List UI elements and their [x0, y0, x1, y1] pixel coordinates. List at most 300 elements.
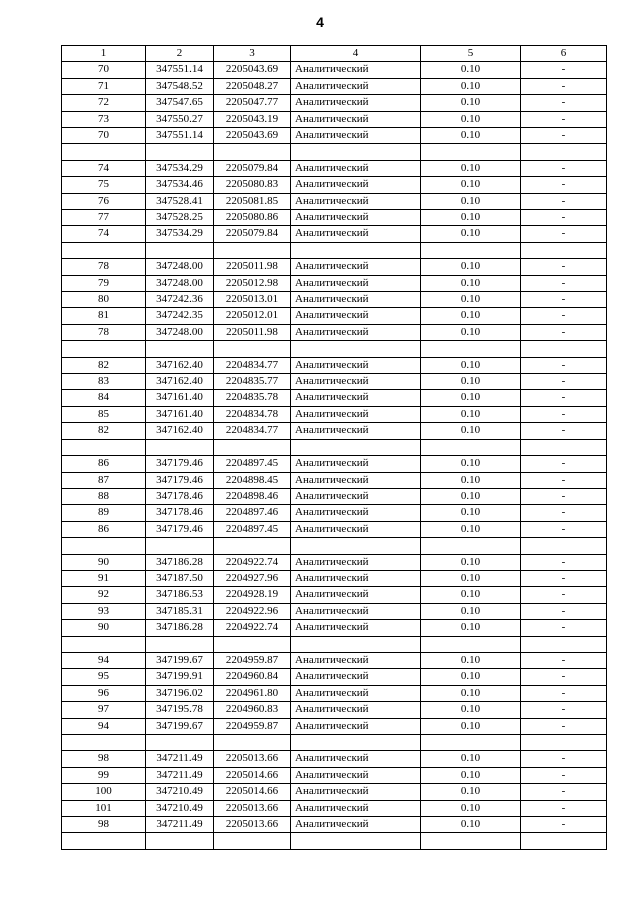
x-coordinate-cell: 347242.36: [146, 292, 214, 308]
note-cell: -: [521, 128, 607, 144]
x-coordinate-cell: 347186.28: [146, 620, 214, 636]
method-cell: Аналитический: [291, 751, 421, 767]
point-number-cell: 98: [62, 816, 146, 832]
point-number-cell: 70: [62, 62, 146, 78]
empty-cell: [291, 538, 421, 554]
note-cell: -: [521, 226, 607, 242]
accuracy-cell: 0.10: [421, 652, 521, 668]
table-row: [62, 406, 607, 422]
point-number-cell: 74: [62, 226, 146, 242]
table-row: [62, 652, 607, 668]
method-cell: Аналитический: [291, 505, 421, 521]
y-coordinate-cell: 2204834.77: [214, 423, 291, 439]
point-number-cell: 70: [62, 128, 146, 144]
header-row: [62, 46, 607, 62]
table-header: [62, 46, 607, 62]
method-cell: Аналитический: [291, 308, 421, 324]
empty-cell: [62, 636, 146, 652]
table-row: [62, 357, 607, 373]
note-cell: -: [521, 603, 607, 619]
empty-cell: [421, 538, 521, 554]
empty-cell: [521, 636, 607, 652]
point-number-cell: 86: [62, 521, 146, 537]
x-coordinate-cell: 347534.29: [146, 226, 214, 242]
note-cell: -: [521, 374, 607, 390]
empty-cell: [214, 833, 291, 849]
empty-cell: [62, 242, 146, 258]
accuracy-cell: 0.10: [421, 423, 521, 439]
table-row: [62, 210, 607, 226]
accuracy-cell: 0.10: [421, 78, 521, 94]
y-coordinate-cell: 2205011.98: [214, 259, 291, 275]
y-coordinate-cell: 2205079.84: [214, 160, 291, 176]
empty-cell: [62, 538, 146, 554]
accuracy-cell: 0.10: [421, 488, 521, 504]
table-body: [62, 62, 607, 849]
empty-cell: [62, 144, 146, 160]
method-cell: Аналитический: [291, 702, 421, 718]
table-row: [62, 374, 607, 390]
table-row: [62, 78, 607, 94]
method-cell: Аналитический: [291, 767, 421, 783]
y-coordinate-cell: 2204959.87: [214, 652, 291, 668]
note-cell: -: [521, 324, 607, 340]
point-number-cell: 85: [62, 406, 146, 422]
table-row: [62, 767, 607, 783]
accuracy-cell: 0.10: [421, 177, 521, 193]
empty-cell: [146, 636, 214, 652]
table-row: [62, 587, 607, 603]
method-cell: Аналитический: [291, 193, 421, 209]
y-coordinate-cell: 2205047.77: [214, 95, 291, 111]
y-coordinate-cell: 2204960.83: [214, 702, 291, 718]
point-number-cell: 80: [62, 292, 146, 308]
accuracy-cell: 0.10: [421, 210, 521, 226]
table-row: [62, 128, 607, 144]
x-coordinate-cell: 347162.40: [146, 374, 214, 390]
point-number-cell: 83: [62, 374, 146, 390]
empty-cell: [214, 144, 291, 160]
separator-row: [62, 341, 607, 357]
accuracy-cell: 0.10: [421, 308, 521, 324]
x-coordinate-cell: 347162.40: [146, 423, 214, 439]
empty-cell: [421, 636, 521, 652]
y-coordinate-cell: 2205013.66: [214, 816, 291, 832]
point-number-cell: 86: [62, 456, 146, 472]
method-cell: Аналитический: [291, 685, 421, 701]
empty-cell: [291, 341, 421, 357]
point-number-cell: 90: [62, 554, 146, 570]
accuracy-cell: 0.10: [421, 603, 521, 619]
method-cell: Аналитический: [291, 357, 421, 373]
x-coordinate-cell: 347248.00: [146, 259, 214, 275]
empty-cell: [521, 734, 607, 750]
x-coordinate-cell: 347179.46: [146, 521, 214, 537]
note-cell: -: [521, 193, 607, 209]
x-coordinate-cell: 347210.49: [146, 784, 214, 800]
point-number-cell: 84: [62, 390, 146, 406]
point-number-cell: 93: [62, 603, 146, 619]
point-number-cell: 73: [62, 111, 146, 127]
y-coordinate-cell: 2205080.86: [214, 210, 291, 226]
y-coordinate-cell: 2204897.45: [214, 521, 291, 537]
x-coordinate-cell: 347199.91: [146, 669, 214, 685]
x-coordinate-cell: 347248.00: [146, 324, 214, 340]
x-coordinate-cell: 347199.67: [146, 718, 214, 734]
point-number-cell: 91: [62, 570, 146, 586]
note-cell: -: [521, 259, 607, 275]
empty-cell: [146, 144, 214, 160]
point-number-cell: 82: [62, 423, 146, 439]
empty-cell: [521, 439, 607, 455]
empty-cell: [146, 341, 214, 357]
accuracy-cell: 0.10: [421, 702, 521, 718]
note-cell: -: [521, 505, 607, 521]
note-cell: -: [521, 308, 607, 324]
table-row: [62, 702, 607, 718]
note-cell: -: [521, 669, 607, 685]
accuracy-cell: 0.10: [421, 521, 521, 537]
accuracy-cell: 0.10: [421, 685, 521, 701]
accuracy-cell: 0.10: [421, 505, 521, 521]
method-cell: Аналитический: [291, 324, 421, 340]
method-cell: Аналитический: [291, 128, 421, 144]
x-coordinate-cell: 347211.49: [146, 816, 214, 832]
x-coordinate-cell: 347161.40: [146, 390, 214, 406]
y-coordinate-cell: 2204897.45: [214, 456, 291, 472]
method-cell: Аналитический: [291, 259, 421, 275]
x-coordinate-cell: 347528.25: [146, 210, 214, 226]
accuracy-cell: 0.10: [421, 669, 521, 685]
accuracy-cell: 0.10: [421, 193, 521, 209]
point-number-cell: 101: [62, 800, 146, 816]
note-cell: -: [521, 95, 607, 111]
table-row: [62, 620, 607, 636]
note-cell: -: [521, 357, 607, 373]
x-coordinate-cell: 347550.27: [146, 111, 214, 127]
x-coordinate-cell: 347211.49: [146, 751, 214, 767]
method-cell: Аналитический: [291, 800, 421, 816]
empty-cell: [146, 242, 214, 258]
y-coordinate-cell: 2205080.83: [214, 177, 291, 193]
separator-row: [62, 439, 607, 455]
header-col-1: 1: [62, 46, 146, 62]
empty-cell: [291, 734, 421, 750]
y-coordinate-cell: 2204897.46: [214, 505, 291, 521]
table-row: [62, 390, 607, 406]
y-coordinate-cell: 2204928.19: [214, 587, 291, 603]
y-coordinate-cell: 2205011.98: [214, 324, 291, 340]
empty-cell: [291, 242, 421, 258]
header-col-3: 3: [214, 46, 291, 62]
table-row: [62, 669, 607, 685]
accuracy-cell: 0.10: [421, 554, 521, 570]
point-number-cell: 97: [62, 702, 146, 718]
empty-cell: [214, 636, 291, 652]
accuracy-cell: 0.10: [421, 374, 521, 390]
empty-cell: [146, 833, 214, 849]
y-coordinate-cell: 2205013.66: [214, 800, 291, 816]
table-row: [62, 505, 607, 521]
empty-cell: [62, 734, 146, 750]
accuracy-cell: 0.10: [421, 816, 521, 832]
accuracy-cell: 0.10: [421, 472, 521, 488]
accuracy-cell: 0.10: [421, 62, 521, 78]
table-row: [62, 554, 607, 570]
accuracy-cell: 0.10: [421, 620, 521, 636]
method-cell: Аналитический: [291, 177, 421, 193]
note-cell: -: [521, 751, 607, 767]
method-cell: Аналитический: [291, 620, 421, 636]
table-row: [62, 784, 607, 800]
x-coordinate-cell: 347187.50: [146, 570, 214, 586]
y-coordinate-cell: 2205081.85: [214, 193, 291, 209]
accuracy-cell: 0.10: [421, 784, 521, 800]
y-coordinate-cell: 2204961.80: [214, 685, 291, 701]
y-coordinate-cell: 2204898.46: [214, 488, 291, 504]
point-number-cell: 95: [62, 669, 146, 685]
empty-cell: [291, 144, 421, 160]
y-coordinate-cell: 2205014.66: [214, 784, 291, 800]
accuracy-cell: 0.10: [421, 259, 521, 275]
accuracy-cell: 0.10: [421, 800, 521, 816]
empty-cell: [421, 439, 521, 455]
method-cell: Аналитический: [291, 554, 421, 570]
x-coordinate-cell: 347534.46: [146, 177, 214, 193]
point-number-cell: 94: [62, 718, 146, 734]
table-row: [62, 718, 607, 734]
empty-cell: [214, 341, 291, 357]
x-coordinate-cell: 347185.31: [146, 603, 214, 619]
method-cell: Аналитический: [291, 62, 421, 78]
method-cell: Аналитический: [291, 160, 421, 176]
table-row: [62, 570, 607, 586]
y-coordinate-cell: 2204927.96: [214, 570, 291, 586]
accuracy-cell: 0.10: [421, 128, 521, 144]
empty-cell: [291, 833, 421, 849]
note-cell: -: [521, 78, 607, 94]
empty-cell: [291, 439, 421, 455]
table-row: [62, 521, 607, 537]
method-cell: Аналитический: [291, 423, 421, 439]
y-coordinate-cell: 2204834.78: [214, 406, 291, 422]
method-cell: Аналитический: [291, 603, 421, 619]
empty-cell: [214, 439, 291, 455]
x-coordinate-cell: 347178.46: [146, 505, 214, 521]
method-cell: Аналитический: [291, 521, 421, 537]
accuracy-cell: 0.10: [421, 160, 521, 176]
y-coordinate-cell: 2205048.27: [214, 78, 291, 94]
empty-cell: [421, 242, 521, 258]
x-coordinate-cell: 347186.28: [146, 554, 214, 570]
point-number-cell: 98: [62, 751, 146, 767]
note-cell: -: [521, 292, 607, 308]
method-cell: Аналитический: [291, 652, 421, 668]
coordinates-table: [61, 45, 607, 850]
x-coordinate-cell: 347551.14: [146, 128, 214, 144]
y-coordinate-cell: 2205012.01: [214, 308, 291, 324]
empty-cell: [521, 833, 607, 849]
method-cell: Аналитический: [291, 472, 421, 488]
accuracy-cell: 0.10: [421, 406, 521, 422]
note-cell: -: [521, 521, 607, 537]
table-row: [62, 472, 607, 488]
method-cell: Аналитический: [291, 111, 421, 127]
note-cell: -: [521, 406, 607, 422]
y-coordinate-cell: 2204960.84: [214, 669, 291, 685]
empty-cell: [214, 538, 291, 554]
point-number-cell: 89: [62, 505, 146, 521]
point-number-cell: 76: [62, 193, 146, 209]
x-coordinate-cell: 347162.40: [146, 357, 214, 373]
point-number-cell: 100: [62, 784, 146, 800]
empty-cell: [146, 734, 214, 750]
y-coordinate-cell: 2204959.87: [214, 718, 291, 734]
x-coordinate-cell: 347210.49: [146, 800, 214, 816]
accuracy-cell: 0.10: [421, 357, 521, 373]
x-coordinate-cell: 347547.65: [146, 95, 214, 111]
table-row: [62, 95, 607, 111]
table-row: [62, 488, 607, 504]
x-coordinate-cell: 347248.00: [146, 275, 214, 291]
empty-cell: [62, 833, 146, 849]
point-number-cell: 92: [62, 587, 146, 603]
note-cell: -: [521, 554, 607, 570]
y-coordinate-cell: 2204922.74: [214, 554, 291, 570]
y-coordinate-cell: 2204922.96: [214, 603, 291, 619]
separator-row: [62, 144, 607, 160]
table-row: [62, 308, 607, 324]
x-coordinate-cell: 347534.29: [146, 160, 214, 176]
accuracy-cell: 0.10: [421, 718, 521, 734]
method-cell: Аналитический: [291, 210, 421, 226]
table-row: [62, 259, 607, 275]
table-row: [62, 193, 607, 209]
note-cell: -: [521, 111, 607, 127]
empty-cell: [521, 242, 607, 258]
table-row: [62, 816, 607, 832]
y-coordinate-cell: 2204834.77: [214, 357, 291, 373]
note-cell: -: [521, 685, 607, 701]
separator-row: [62, 636, 607, 652]
point-number-cell: 94: [62, 652, 146, 668]
method-cell: Аналитический: [291, 226, 421, 242]
empty-cell: [521, 144, 607, 160]
method-cell: Аналитический: [291, 390, 421, 406]
accuracy-cell: 0.10: [421, 751, 521, 767]
empty-cell: [146, 439, 214, 455]
separator-row: [62, 833, 607, 849]
y-coordinate-cell: 2205013.01: [214, 292, 291, 308]
y-coordinate-cell: 2205013.66: [214, 751, 291, 767]
note-cell: -: [521, 177, 607, 193]
point-number-cell: 88: [62, 488, 146, 504]
accuracy-cell: 0.10: [421, 324, 521, 340]
accuracy-cell: 0.10: [421, 226, 521, 242]
note-cell: -: [521, 620, 607, 636]
point-number-cell: 78: [62, 324, 146, 340]
method-cell: Аналитический: [291, 292, 421, 308]
method-cell: Аналитический: [291, 669, 421, 685]
table-row: [62, 685, 607, 701]
empty-cell: [421, 833, 521, 849]
note-cell: -: [521, 390, 607, 406]
table-row: [62, 324, 607, 340]
table-row: [62, 275, 607, 291]
method-cell: Аналитический: [291, 718, 421, 734]
empty-cell: [146, 538, 214, 554]
method-cell: Аналитический: [291, 374, 421, 390]
table-row: [62, 456, 607, 472]
x-coordinate-cell: 347186.53: [146, 587, 214, 603]
page-number: 4: [316, 14, 324, 30]
method-cell: Аналитический: [291, 95, 421, 111]
x-coordinate-cell: 347195.78: [146, 702, 214, 718]
method-cell: Аналитический: [291, 275, 421, 291]
point-number-cell: 81: [62, 308, 146, 324]
x-coordinate-cell: 347211.49: [146, 767, 214, 783]
accuracy-cell: 0.10: [421, 95, 521, 111]
table-row: [62, 800, 607, 816]
y-coordinate-cell: 2205012.98: [214, 275, 291, 291]
x-coordinate-cell: 347528.41: [146, 193, 214, 209]
y-coordinate-cell: 2204922.74: [214, 620, 291, 636]
point-number-cell: 71: [62, 78, 146, 94]
method-cell: Аналитический: [291, 456, 421, 472]
y-coordinate-cell: 2205043.69: [214, 128, 291, 144]
empty-cell: [62, 439, 146, 455]
point-number-cell: 96: [62, 685, 146, 701]
accuracy-cell: 0.10: [421, 111, 521, 127]
point-number-cell: 77: [62, 210, 146, 226]
table-row: [62, 751, 607, 767]
method-cell: Аналитический: [291, 488, 421, 504]
accuracy-cell: 0.10: [421, 570, 521, 586]
method-cell: Аналитический: [291, 406, 421, 422]
point-number-cell: 74: [62, 160, 146, 176]
empty-cell: [421, 341, 521, 357]
x-coordinate-cell: 347161.40: [146, 406, 214, 422]
y-coordinate-cell: 2205043.69: [214, 62, 291, 78]
table-row: [62, 226, 607, 242]
note-cell: -: [521, 488, 607, 504]
method-cell: Аналитический: [291, 570, 421, 586]
empty-cell: [214, 242, 291, 258]
separator-row: [62, 538, 607, 554]
point-number-cell: 78: [62, 259, 146, 275]
header-col-6: 6: [521, 46, 607, 62]
empty-cell: [214, 734, 291, 750]
note-cell: -: [521, 210, 607, 226]
note-cell: -: [521, 587, 607, 603]
method-cell: Аналитический: [291, 816, 421, 832]
y-coordinate-cell: 2205014.66: [214, 767, 291, 783]
x-coordinate-cell: 347551.14: [146, 62, 214, 78]
accuracy-cell: 0.10: [421, 456, 521, 472]
note-cell: -: [521, 767, 607, 783]
table-row: [62, 177, 607, 193]
header-col-4: 4: [291, 46, 421, 62]
empty-cell: [291, 636, 421, 652]
empty-cell: [521, 538, 607, 554]
table-row: [62, 423, 607, 439]
note-cell: -: [521, 62, 607, 78]
note-cell: -: [521, 718, 607, 734]
separator-row: [62, 242, 607, 258]
table-row: [62, 62, 607, 78]
note-cell: -: [521, 456, 607, 472]
x-coordinate-cell: 347548.52: [146, 78, 214, 94]
